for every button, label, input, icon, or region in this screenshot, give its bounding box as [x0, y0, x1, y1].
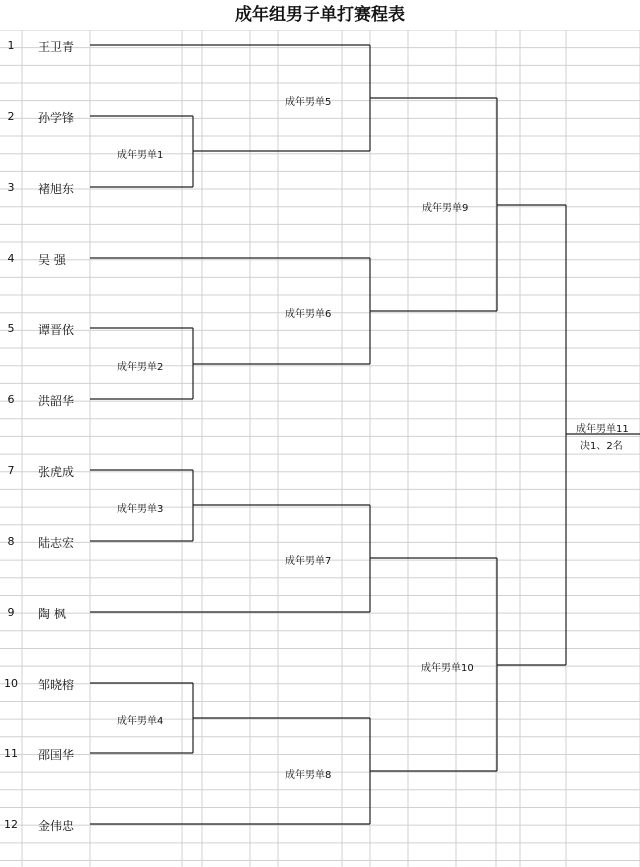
match-label: 成年男单8 [285, 770, 332, 781]
player-name: 孙学锋 [38, 111, 75, 125]
page-title: 成年组男子单打赛程表 [0, 0, 640, 30]
player-name: 陶 枫 [38, 607, 66, 621]
final-match-label: 成年男单11 [576, 424, 629, 435]
match-label: 成年男单1 [117, 150, 164, 161]
player-name: 王卫青 [38, 40, 75, 54]
seed-number: 7 [7, 464, 15, 477]
final-note: 决1、2名 [580, 441, 623, 452]
seed-number: 11 [4, 747, 18, 760]
seed-number: 4 [7, 252, 15, 265]
match-label: 成年男单2 [117, 362, 164, 373]
player-name: 吴 强 [38, 253, 66, 267]
player-name: 邹晓榕 [38, 678, 75, 692]
seed-number: 8 [7, 535, 15, 548]
player-name: 邵国华 [38, 748, 75, 762]
match-label: 成年男单6 [285, 309, 332, 320]
player-name: 褚旭东 [38, 182, 75, 196]
player-name: 洪韶华 [38, 394, 75, 408]
seed-number: 6 [7, 393, 15, 406]
seed-number: 2 [7, 110, 15, 123]
seed-number: 12 [4, 818, 18, 831]
match-label: 成年男单3 [117, 504, 164, 515]
match-label: 成年男单9 [422, 203, 469, 214]
match-label: 成年男单10 [421, 663, 474, 674]
player-name: 谭晋依 [38, 323, 75, 337]
match-label: 成年男单4 [117, 716, 164, 727]
seed-number: 5 [7, 322, 15, 335]
seed-number: 9 [7, 606, 15, 619]
player-name: 张虎成 [38, 465, 75, 479]
match-label: 成年男单7 [285, 556, 332, 567]
player-name: 金伟忠 [38, 819, 75, 833]
seed-number: 1 [7, 39, 15, 52]
seed-number: 3 [7, 181, 15, 194]
match-label: 成年男单5 [285, 97, 332, 108]
player-name: 陆志宏 [38, 536, 75, 550]
seed-number: 10 [4, 677, 18, 690]
